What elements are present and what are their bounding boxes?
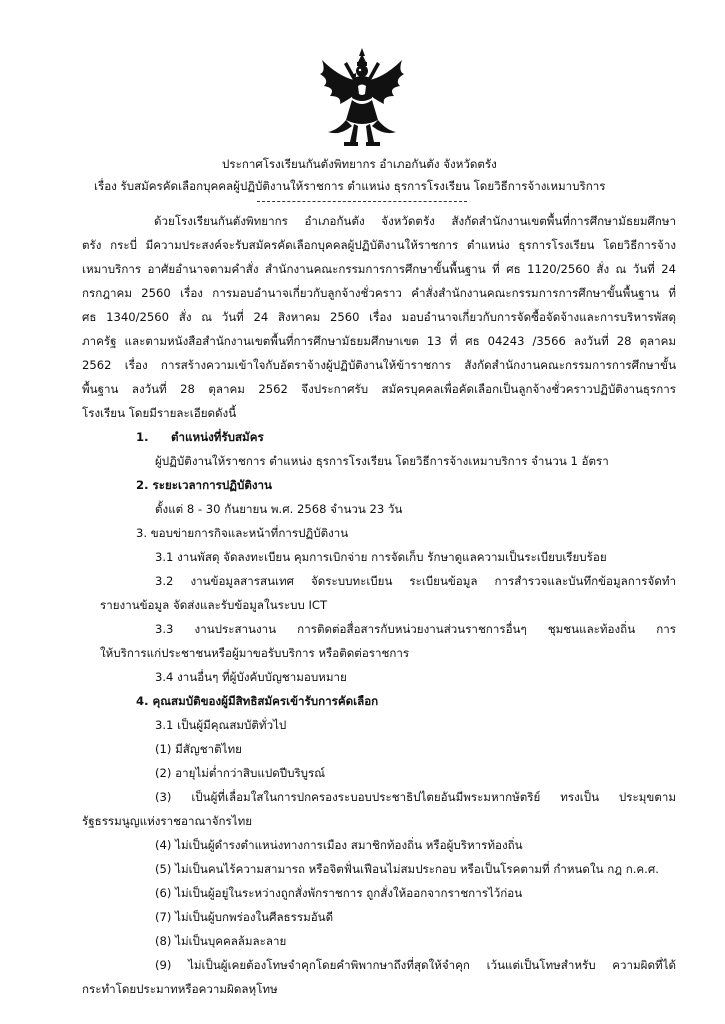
announcement-title: ประกาศโรงเรียนกันตังพิทยากร อำเภอกันตัง จังหวัดตรัง <box>222 157 497 171</box>
section-3-item: 3.3 งานประสานงาน การติดต่อสื่อสารกับหน่วยงานส่วนราชการอื่นๆ ชุมชนและท้องถิ่น การ <box>155 622 676 636</box>
qualification-item: (2) อายุไม่ต่ำกว่าสิบแปดปีบริบูรณ์ <box>155 766 326 780</box>
qualification-item: (9) ไม่เป็นผู้เคยต้องโทษจำคุกโดยคำพิพากษาถึงที่สุดให้จำคุก เว้นแต่เป็นโทษสำหรับ ความผิดที่ได้ <box>155 958 676 972</box>
section-2-body: ตั้งแต่ 8 - 30 กันยายน พ.ศ. 2568 จำนวน 23 วัน <box>155 502 403 516</box>
section-4-subheading: 3.1 เป็นผู้มีคุณสมบัติทั่วไป <box>155 718 287 732</box>
qualification-item-cont: กระทำโดยประมาทหรือความผิดลหุโทษ <box>82 982 278 996</box>
section-3-item: 3.1 งานพัสดุ จัดลงทะเบียน คุมการเบิกจ่าย การจัดเก็บ รักษาดูแลความเป็นระเบียบเรียบร้อย <box>155 550 607 564</box>
qualification-item: (3) เป็นผู้ที่เลื่อมใสในการปกครองระบอบประชาธิปไตยอันมีพระมหากษัตริย์ ทรงเป็น ประมุขตาม <box>155 790 676 804</box>
announcement-subject: เรื่อง รับสมัครคัดเลือกบุคคลผู้ปฏิบัติงานให้ราชการ ตำแหน่ง ธุรการโรงเรียน โดยวิธีการจ้างเหมาบริการ <box>94 179 606 193</box>
section-1-heading: ตำแหน่งที่รับสมัคร <box>171 430 264 444</box>
intro-line: ภาครัฐ และตามหนังสือสำนักงานเขตพื้นที่การศึกษามัธยมศึกษาเขต 13 ที่ ศธ 04243 /3566 ลงวันที่ 28 ตุลาคม <box>82 334 676 348</box>
intro-line: โรงเรียน โดยมีรายละเอียดดังนี้ <box>82 406 237 420</box>
qualification-item: (7) ไม่เป็นผู้บกพร่องในศีลธรรมอันดี <box>155 910 334 924</box>
intro-line: ตรัง กระบี่ มีความประสงค์จะรับสมัครคัดเลือกบุคคลผู้ปฏิบัติงานให้ราชการ ตำแหน่ง ธุรการโรงเรียน โดยวิธีการจ้าง <box>82 238 676 252</box>
intro-line: กรกฎาคม 2560 เรื่อง การมอบอำนาจเกี่ยวกับลูกจ้างชั่วคราว คำสั่งสำนักงานคณะกรรมการการศึกษาขั้นพื้นฐาน ที่ <box>82 286 676 300</box>
section-3-item: 3.4 งานอื่นๆ ที่ผู้บังคับบัญชามอบหมาย <box>155 670 347 684</box>
intro-line: 2562 เรื่อง การสร้างความเข้าใจกับอัตราจ้างผู้ปฏิบัติงานให้ข้าราชการ สังกัดสำนักงานคณะกรรมการการศึกษาขั้น <box>82 358 676 372</box>
section-1-body: ผู้ปฏิบัติงานให้ราชการ ตำแหน่ง ธุรการโรงเรียน โดยวิธีการจ้างเหมาบริการ จำนวน 1 อัตรา <box>155 454 609 468</box>
section-3-item: 3.2 งานข้อมูลสารสนเทศ จัดระบบทะเบียน ระเบียนข้อมูล การสำรวจและบันทึกข้อมูลการจัดทำ <box>155 574 676 588</box>
qualification-item-cont: รัฐธรรมนูญแห่งราชอาณาจักรไทย <box>82 814 253 828</box>
intro-line: ด้วยโรงเรียนกันตังพิทยากร อำเภอกันตัง จังหวัดตรัง สังกัดสำนักงานเขตพื้นที่การศึกษามัธยมศึกษา <box>154 214 676 228</box>
section-3-item-cont: รายงานข้อมูล จัดส่งและรับข้อมูลในระบบ ICT <box>100 598 328 612</box>
title-separator <box>257 201 467 202</box>
qualification-item: (6) ไม่เป็นผู้อยู่ในระหว่างถูกสั่งพักราชการ ถูกสั่งให้ออกจากราชการไว้ก่อน <box>155 886 523 900</box>
qualification-item: (5) ไม่เป็นคนไร้ความสามารถ หรือจิตฟั่นเฟือนไม่สมประกอบ หรือเป็นโรคตามที่ กำหนดใน กฎ ก.ค.ศ. <box>155 862 659 876</box>
qualification-item: (8) ไม่เป็นบุคคลล้มละลาย <box>155 934 287 948</box>
intro-line: ศธ 1340/2560 สั่ง ณ วันที่ 24 สิงหาคม 2560 เรื่อง มอบอำนาจเกี่ยวกับการจัดซื้อจัดจ้างและการบริหารพัสดุ <box>82 310 676 324</box>
qualification-item: (4) ไม่เป็นผู้ดำรงตำแหน่งทางการเมือง สมาชิกท้องถิ่น หรือผู้บริหารท้องถิ่น <box>155 838 523 852</box>
intro-line: พื้นฐาน ลงวันที่ 28 ตุลาคม 2562 จึงประกาศรับ สมัครบุคคลเพื่อคัดเลือกเป็นลูกจ้างชั่วคราวปฏิบัติงานธุรการ <box>82 382 676 396</box>
qualification-item: (1) มีสัญชาติไทย <box>155 742 242 756</box>
section-2-heading: 2. ระยะเวลาการปฏิบัติงาน <box>136 478 272 492</box>
intro-line: เหมาบริการ อาศัยอำนาจตามคำสั่ง สำนักงานคณะกรรมการการศึกษาขั้นพื้นฐาน ที่ ศธ 1120/2560 สั่ง ณ วันที่ 24 <box>82 262 676 276</box>
section-1-number: 1. <box>136 430 149 444</box>
section-3-item-cont: ให้บริการแก่ประชาชนหรือผู้มาขอรับบริการ หรือติดต่อราชการ <box>100 646 410 660</box>
section-3-heading: 3. ขอบข่ายการกิจและหน้าที่การปฏิบัติงาน <box>136 526 349 540</box>
garuda-emblem-icon <box>316 46 408 148</box>
section-4-heading: 4. คุณสมบัติของผู้มีสิทธิสมัครเข้ารับการคัดเลือก <box>136 694 379 708</box>
